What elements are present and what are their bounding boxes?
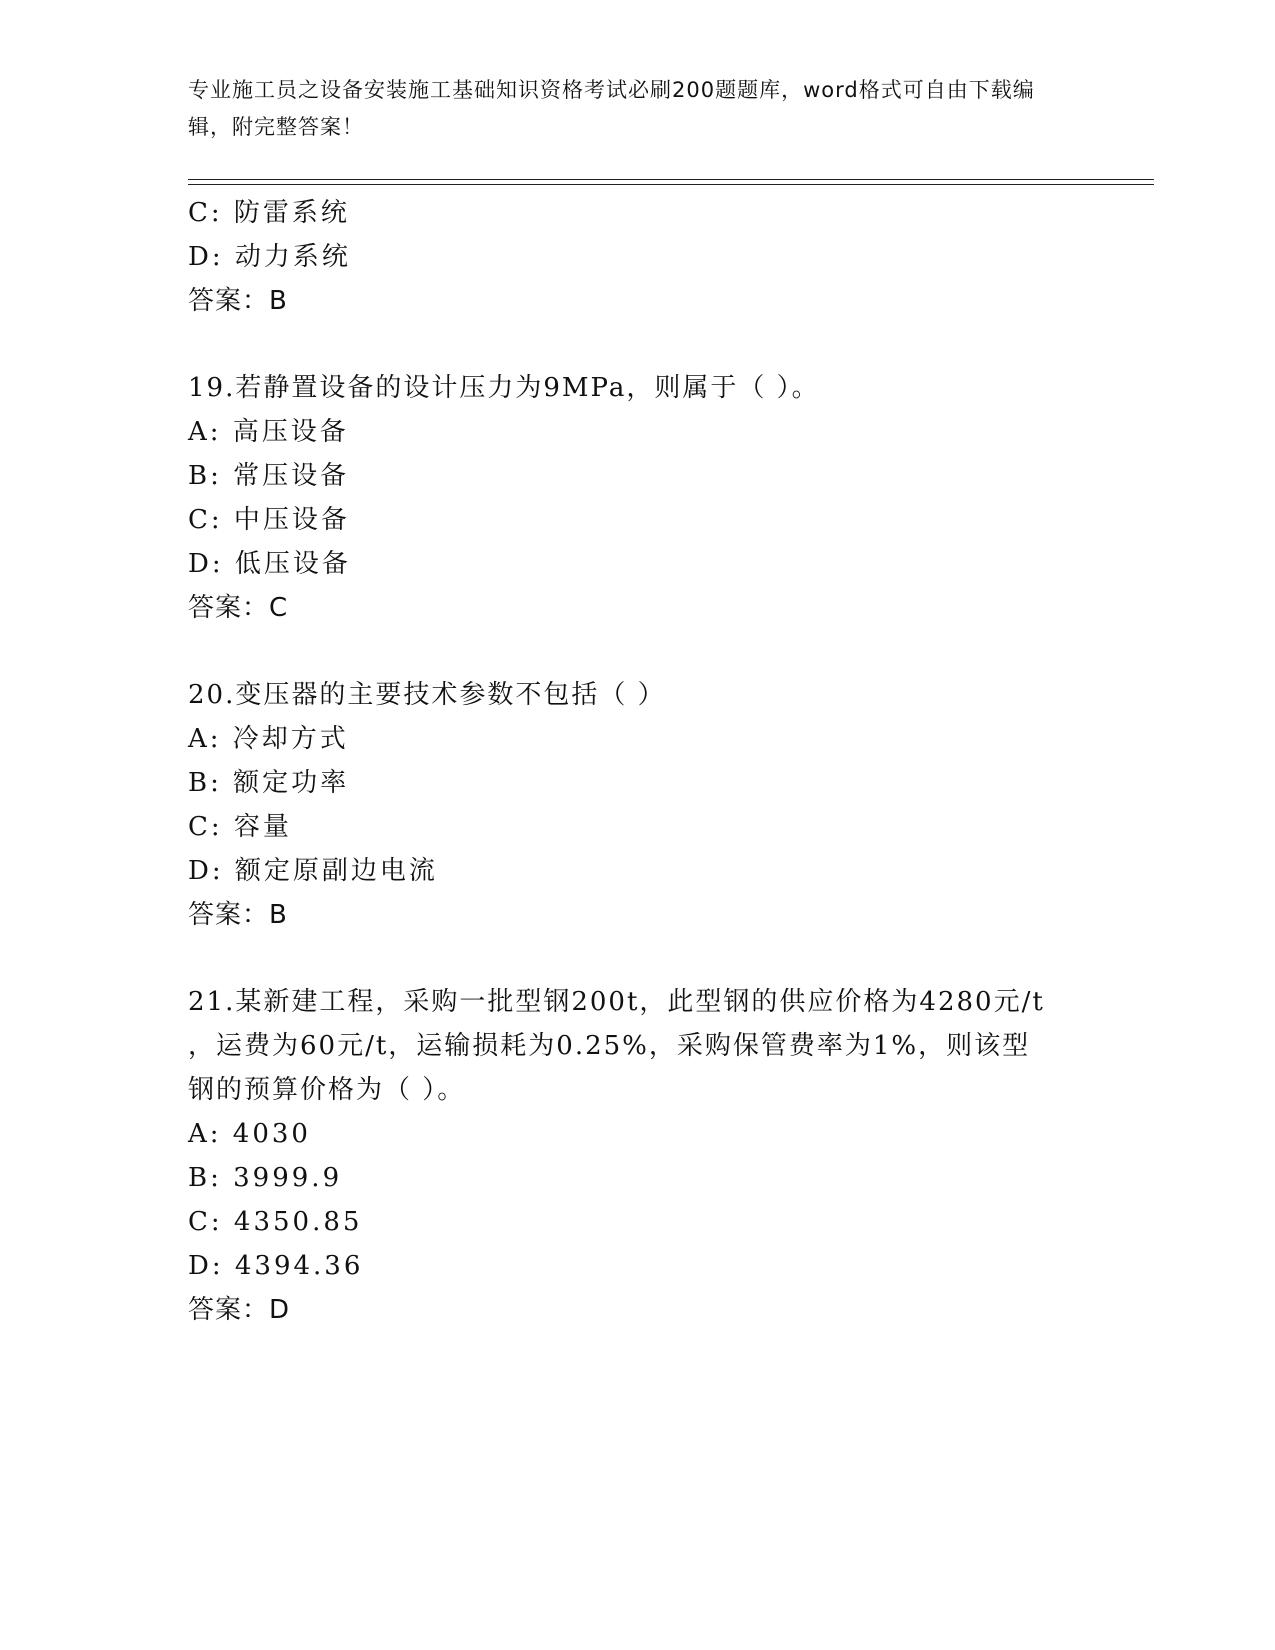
question-21-stem-line-3: 钢的预算价格为（ ）。 — [188, 1075, 466, 1105]
question-21-option-c: C: 4350.85 — [188, 1207, 363, 1237]
question-19-option-a: A: 高压设备 — [188, 417, 349, 447]
question-21-option-b: B: 3999.9 — [188, 1163, 343, 1193]
question-20-stem: 20.变压器的主要技术参数不包括（ ） — [188, 680, 666, 710]
prev-question-answer: 答案：B — [188, 286, 288, 316]
question-20-option-b: B: 额定功率 — [188, 768, 350, 798]
question-19-stem: 19.若静置设备的设计压力为9MPa，则属于（ ）。 — [188, 373, 820, 403]
question-20-option-c: C: 容量 — [188, 812, 292, 842]
question-19-option-c: C: 中压设备 — [188, 505, 350, 535]
question-20-answer: 答案：B — [188, 900, 288, 930]
prev-question-option-d: D: 动力系统 — [188, 242, 351, 272]
question-21-stem-line-2: ，运费为60元/t，运输损耗为0.25%，采购保管费率为1%，则该型 — [188, 1031, 1031, 1061]
header-divider-bottom — [188, 184, 1154, 185]
question-20-option-a: A: 冷却方式 — [188, 724, 349, 754]
question-21-option-a: A: 4030 — [188, 1119, 311, 1149]
document-header: 专业施工员之设备安装施工基础知识资格考试必刷200题题库，word格式可自由下载编辑，附完整答案！ — [188, 78, 1035, 139]
question-20-option-d: D: 额定原副边电流 — [188, 856, 438, 886]
question-21-stem-line-1: 21.某新建工程，采购一批型钢200t，此型钢的供应价格为4280元/t — [188, 987, 1045, 1017]
question-19-answer: 答案：C — [188, 593, 289, 623]
prev-question-option-c: C: 防雷系统 — [188, 198, 350, 228]
question-19-option-b: B: 常压设备 — [188, 461, 350, 491]
question-19-option-d: D: 低压设备 — [188, 549, 351, 579]
question-21-option-d: D: 4394.36 — [188, 1251, 364, 1281]
header-divider-top — [188, 179, 1154, 180]
question-21-answer: 答案：D — [188, 1295, 291, 1325]
